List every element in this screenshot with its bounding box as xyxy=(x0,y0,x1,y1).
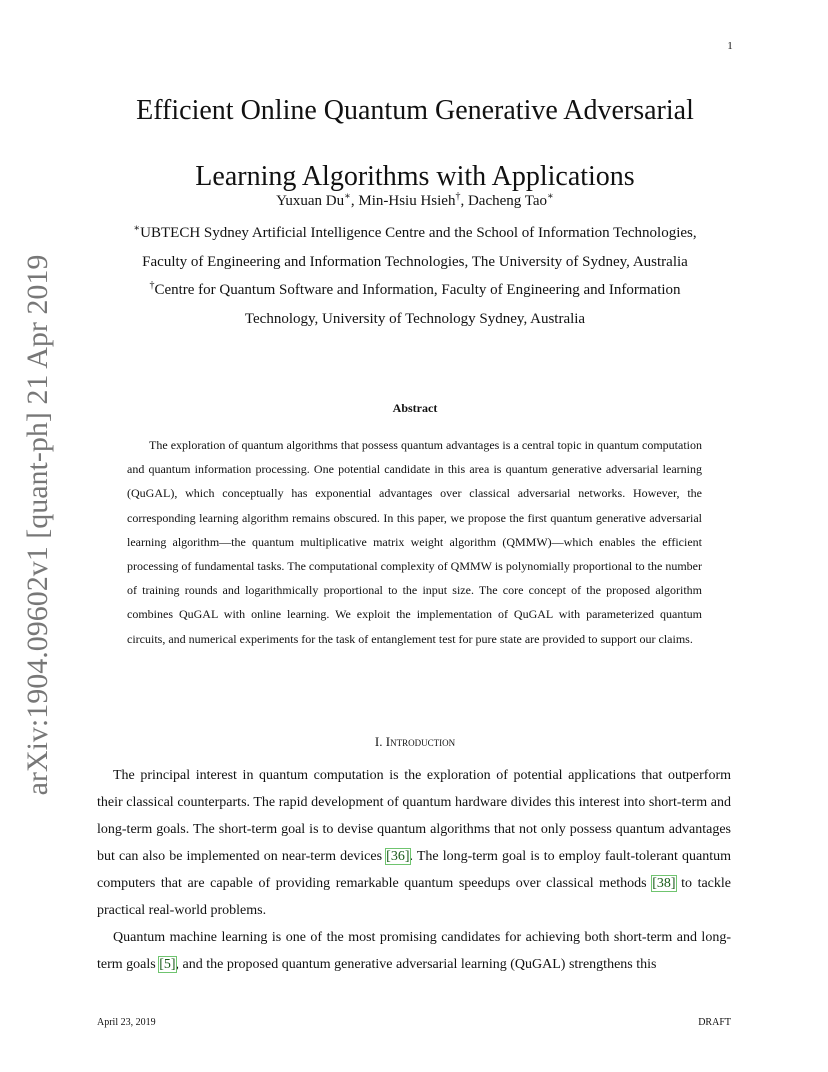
paragraph-text: . The long-term goal is to employ fault-tolerant quantum computers that are capable of providing remarkable quantum speedups over classical methods xyxy=(97,849,731,891)
page-number: 1 xyxy=(727,40,733,52)
paragraph-text: Quantum machine learning is one of the most promising candidates for achieving both short-term and long-term goals xyxy=(97,930,731,972)
affiliation-line xyxy=(100,276,730,305)
abstract-heading: Abstract xyxy=(392,401,438,415)
affiliation-line xyxy=(100,219,730,248)
abstract-text: The exploration of quantum algorithms that possess quantum advantages is a central topic in quantum computation and quantum information processing. One potential candidate in this area is quantum generative adversarial learning (QuGAL), which conceptually has exponential advantages over classical adversarial networks. However, the corresponding learning algorithm remains obscured. In this paper, we propose the first quantum generative adversarial learning algorithm—the quantum multiplicative matrix weight algorithm (QMMW)—which enables the efficient processing of fundamental tasks. The computational complexity of QMMW is polynomially proportional to the number of training rounds and logarithmically proportional to the input size. The core concept of the proposed algorithm combines QuGAL with online learning. We exploit the implementation of QuGAL with parameterized quantum circuits, and numerical experiments for the task of entanglement test for pure state are provided to support our claims. xyxy=(127,438,702,646)
citation-link[interactable]: [36] xyxy=(386,849,410,864)
title-line-1: Efficient Online Quantum Generative Adversarial xyxy=(136,95,694,126)
author-name: Yuxuan Du xyxy=(276,193,345,209)
affiliation-mark: ∗ xyxy=(344,191,351,202)
affiliation-mark: † xyxy=(455,191,461,202)
affiliation-mark: ∗ xyxy=(133,223,141,234)
affiliations xyxy=(100,219,730,333)
intro-paragraph-2 xyxy=(97,924,731,978)
footer-date: April 23, 2019 xyxy=(97,1017,156,1028)
author-name: Dacheng Tao xyxy=(467,193,548,209)
affiliation-line: Faculty of Engineering and Information Technologies, The University of Sydney, Australia xyxy=(142,253,688,270)
title-line-2: Learning Algorithms with Applications xyxy=(195,161,635,192)
paragraph-text: to tackle practical real-world problems. xyxy=(97,876,731,918)
affiliation-line: Technology, University of Technology Sydney, Australia xyxy=(244,310,586,327)
intro-paragraph-1 xyxy=(97,762,731,924)
citation-link[interactable]: [38] xyxy=(652,876,676,891)
paragraph-text: , and the proposed quantum generative adversarial learning (QuGAL) strengthens this xyxy=(175,957,657,972)
affiliation-text: Centre for Quantum Software and Information, Faculty of Engineering and Information xyxy=(154,282,681,298)
author-list: Yuxuan Du∗, Min-Hsiu Hsieh†, Dacheng Tao∗ xyxy=(276,191,554,209)
affiliation-text: UBTECH Sydney Artificial Intelligence Centre and the School of Information Technologies, xyxy=(140,225,697,241)
affiliation-mark: ∗ xyxy=(547,191,554,202)
affiliation-mark: † xyxy=(149,280,155,291)
author-name: Min-Hsiu Hsieh xyxy=(358,193,456,209)
paragraph-text: The principal interest in quantum computation is the exploration of potential applications that outperform their classical counterparts. The rapid development of quantum hardware divides this interest into short-term and long-term goals. The short-term goal is to devise quantum algorithms that not only possess quantum advantages but can also be implemented on near-term devices xyxy=(97,768,731,864)
arxiv-stamp: arXiv:1904.09602v1 [quant-ph] 21 Apr 2019 xyxy=(21,254,54,796)
citation-link[interactable]: [5] xyxy=(159,957,176,972)
section-heading: I. Introduction xyxy=(374,734,456,749)
footer-status: DRAFT xyxy=(698,1017,731,1028)
